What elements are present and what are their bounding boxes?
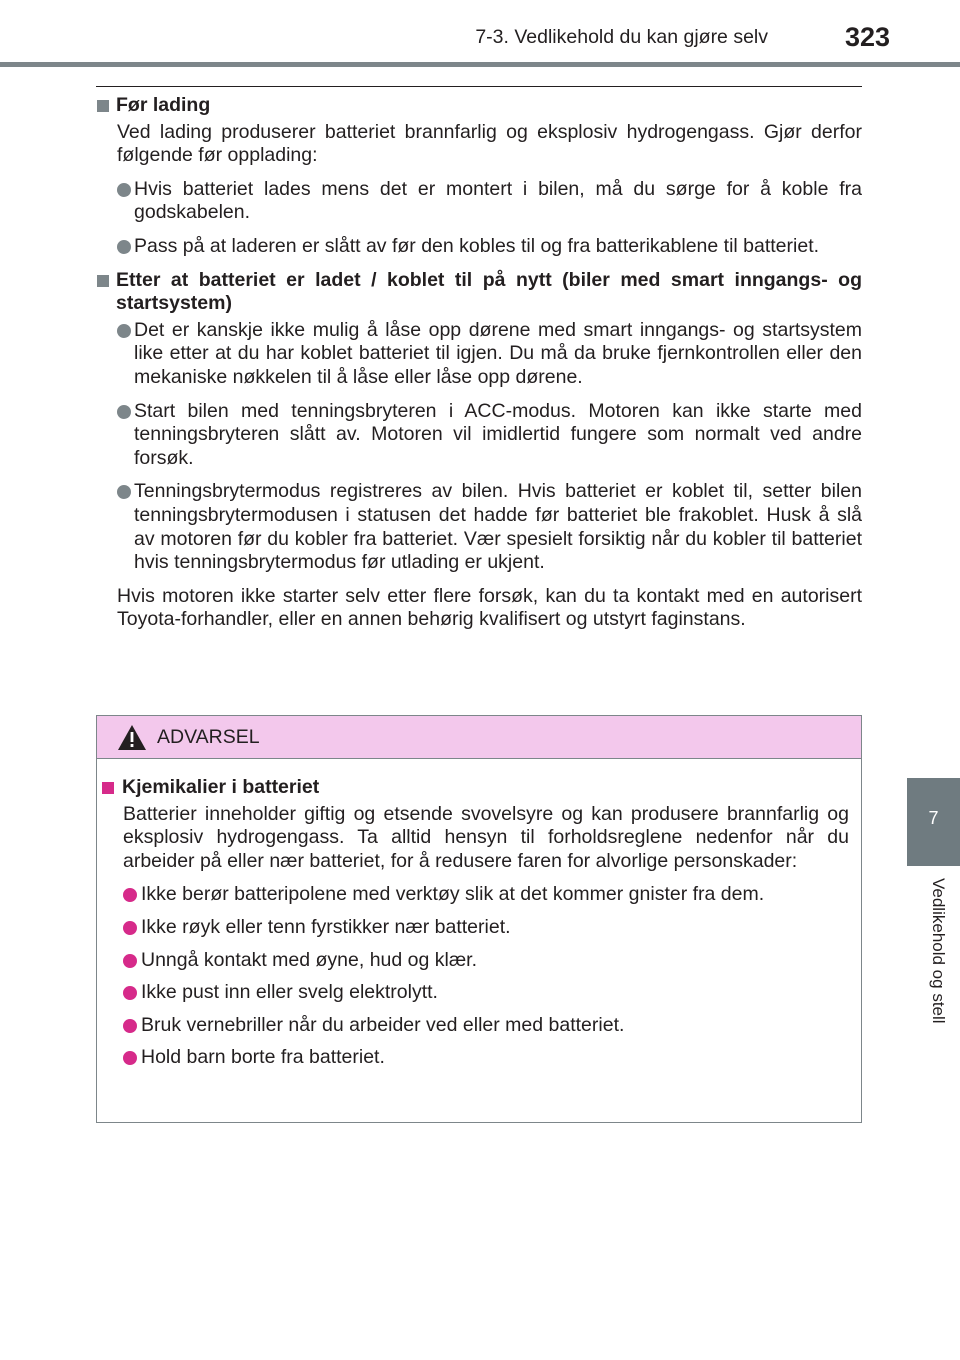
list-item-text: Hvis batteriet lades mens det er montert i bilen, må du sørge for å koble fra godskabelen. bbox=[134, 177, 862, 224]
list-item-text: Det er kanskje ikke mulig å låse opp dørene med smart inngangs- og startsystem like etter at du har koblet batteriet til igjen. Du må da bruke fjernkontrollen eller den mekaniske nøkkelen til å låse eller låse opp dørene. bbox=[134, 318, 862, 388]
warning-header bbox=[97, 716, 861, 759]
section-paragraph: Hvis motoren ikke starter selv etter flere forsøk, kan du ta kontakt med en autorisert Toyota-forhandler, eller en annen behørig kvalifisert og utstyrt faginstans. bbox=[117, 584, 862, 631]
circle-bullet-icon bbox=[123, 1051, 137, 1065]
section-title: 7-3. Vedlikehold du kan gjøre selv bbox=[475, 26, 768, 48]
content-top-rule bbox=[96, 86, 862, 87]
list-item-text: Ikke berør batteripolene med verktøy slik at det kommer gnister fra dem. bbox=[141, 883, 765, 906]
section-heading bbox=[96, 94, 862, 118]
section-heading-text: Etter at batteriet er ladet / koblet til på nytt (biler med smart inngangs- og startsystem) bbox=[116, 268, 862, 315]
list-item-text: Tenningsbrytermodus registreres av bilen. Hvis batteriet er koblet til, setter bilen tenningsbrytermodusen i statusen det hadde før batteriet ble frakoblet. Husk å slå av motoren før du kobler fra batteriet. Vær spesielt forsiktig når du kobler til batteriet hvis tenningsbrytermodus før utlading er ukjent. bbox=[134, 480, 862, 574]
section-heading-text: Før lading bbox=[116, 94, 211, 116]
list-item-text: Bruk vernebriller når du arbeider ved eller med batteriet. bbox=[141, 1013, 625, 1036]
main-content bbox=[96, 94, 862, 642]
chapter-label: Vedlikehold og stell bbox=[929, 878, 948, 1024]
warning-list-item bbox=[101, 981, 849, 1005]
list-item bbox=[96, 319, 862, 390]
list-item-text: Ikke røyk eller tenn fyrstikker nær batteriet. bbox=[141, 915, 511, 938]
list-item-text: Ikke pust inn eller svelg elektrolytt. bbox=[141, 981, 438, 1004]
header-rule bbox=[0, 62, 960, 67]
square-bullet-icon bbox=[102, 782, 114, 794]
warning-triangle-icon bbox=[117, 724, 147, 751]
circle-bullet-icon bbox=[117, 485, 131, 499]
warning-box bbox=[96, 715, 862, 1123]
list-item bbox=[96, 400, 862, 471]
warning-body bbox=[101, 776, 849, 1079]
section-heading bbox=[96, 269, 862, 316]
square-bullet-icon bbox=[97, 100, 109, 112]
warning-list-item bbox=[101, 1014, 849, 1038]
list-item bbox=[96, 480, 862, 574]
circle-bullet-icon bbox=[117, 324, 131, 338]
circle-bullet-icon bbox=[123, 986, 137, 1000]
warning-heading-text: Kjemikalier i batteriet bbox=[122, 776, 320, 798]
circle-bullet-icon bbox=[117, 405, 131, 419]
circle-bullet-icon bbox=[123, 1019, 137, 1033]
warning-list-item bbox=[101, 949, 849, 973]
warning-list-item bbox=[101, 883, 849, 907]
warning-title: ADVARSEL bbox=[157, 726, 260, 748]
list-item-text: Start bilen med tenningsbryteren i ACC-modus. Motoren kan ikke starte med tenningsbryteren slått av. Motoren vil imidlertid fungere som normalt ved andre forsøk. bbox=[134, 399, 862, 469]
list-item bbox=[96, 235, 862, 259]
list-item-text: Unngå kontakt med øyne, hud og klær. bbox=[141, 948, 478, 971]
warning-paragraph: Batterier inneholder giftig og etsende svovelsyre og kan produsere brannfarlig og eksplosiv hydrogengass. Ta alltid hensyn til forholdsreglene nedenfor når du arbeider på eller nær batteriet, for å redusere faren for alvorlige personskader: bbox=[123, 802, 849, 872]
chapter-tab bbox=[907, 778, 960, 866]
circle-bullet-icon bbox=[117, 240, 131, 254]
circle-bullet-icon bbox=[117, 183, 131, 197]
circle-bullet-icon bbox=[123, 954, 137, 968]
chapter-number: 7 bbox=[928, 808, 939, 828]
warning-list-item bbox=[101, 1046, 849, 1070]
warning-list-item bbox=[101, 916, 849, 940]
square-bullet-icon bbox=[97, 275, 109, 287]
circle-bullet-icon bbox=[123, 921, 137, 935]
page-number: 323 bbox=[844, 22, 890, 52]
circle-bullet-icon bbox=[123, 888, 137, 902]
list-item-text: Pass på at laderen er slått av før den kobles til og fra batterikablene til batteriet. bbox=[134, 234, 820, 257]
warning-heading bbox=[101, 776, 849, 800]
list-item bbox=[96, 178, 862, 225]
section-paragraph: Ved lading produserer batteriet brannfarlig og eksplosiv hydrogengass. Gjør derfor følgende før opplading: bbox=[117, 120, 862, 167]
list-item-text: Hold barn borte fra batteriet. bbox=[141, 1046, 385, 1069]
